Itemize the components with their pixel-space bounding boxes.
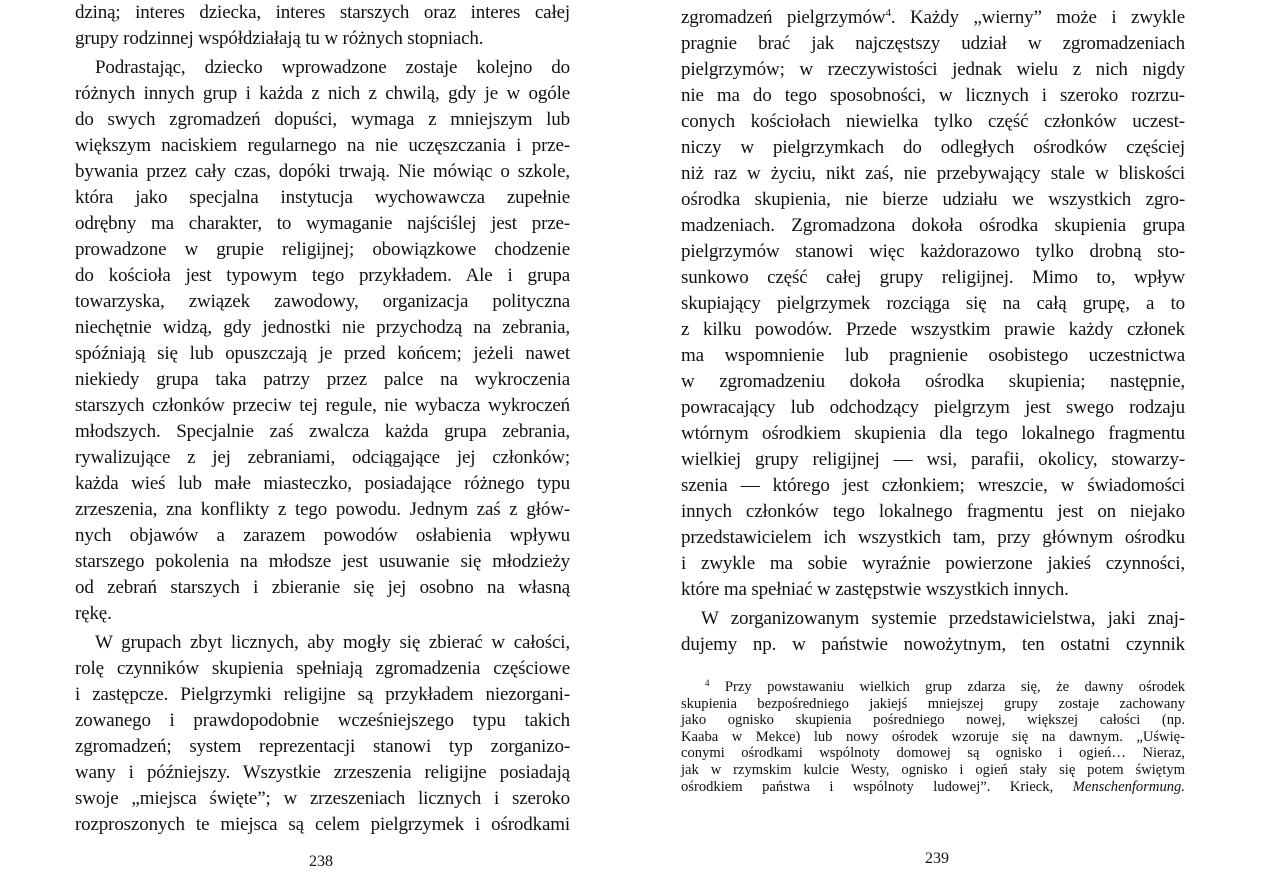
text-line: dziną; interes dziecka, interes starszych oraz interes całej xyxy=(75,2,570,23)
left-page-body xyxy=(75,0,570,838)
text-line: niekiedy grupa taka patrzy przez palce na wykroczenia xyxy=(75,369,570,390)
text-line: swoje „miejsca święte”; w zrzeszeniach licznych i szeroko xyxy=(75,788,570,809)
footnote-line xyxy=(681,696,1185,713)
text-line: madzeniach. Zgromadzona dokoła ośrodka skupienia grupa xyxy=(681,215,1185,236)
text-line: W grupach zbyt licznych, aby mogły się zbierać w całości, xyxy=(95,632,570,653)
text-line: rękę. xyxy=(75,603,112,624)
text-line: młodszych. Specjalnie zaś zwalcza każda grupa zebrania, xyxy=(75,421,570,442)
text-line: z kilku powodów. Przede wszystkim prawie każdy członek xyxy=(681,319,1185,340)
text-line: rywalizujące z jej zebraniami, odciągające jej członków; xyxy=(75,447,570,468)
text-line: innych członków tego lokalnego fragmentu jest on niejako xyxy=(681,501,1185,522)
text-line: bywania przez cały czas, dopóki trwają. Nie mówiąc o szkole, xyxy=(75,161,570,182)
page-number-left: 238 xyxy=(309,853,333,870)
text-line: powracający lub odchodzący pielgrzym jest swego rodzaju xyxy=(681,397,1185,418)
text-fragment: zgromadzeń pielgrzymów xyxy=(681,7,886,28)
paragraph xyxy=(681,0,1185,603)
text-fragment: . Każdy „wierny” może i zwykle xyxy=(890,7,1185,28)
text-line: wtórnym ośrodkiem skupienia dla tego lokalnego fragmentu xyxy=(681,423,1185,444)
footnote-line xyxy=(681,729,1185,746)
text-line: ma wspomnienie lub pragnienie osobistego uczestnictwa xyxy=(681,345,1185,366)
footnote-line xyxy=(681,712,1185,729)
text-line: w zgromadzeniu dokoła ośrodka skupienia; następnie, xyxy=(681,371,1185,392)
footnote-line xyxy=(681,745,1185,762)
footnote-text: skupienia bezpośredniego jakiejś mniejszej grupy zostaje zachowany xyxy=(681,695,1185,712)
text-line: nie ma do tego sposobności, w licznych i szeroko rozrzu- xyxy=(681,85,1185,106)
text-line: odrębny ma charakter, to wymaganie najściślej jest prze- xyxy=(75,213,570,234)
text-line: każda wieś lub małe miasteczko, posiadające różnego typu xyxy=(75,473,570,494)
paragraph xyxy=(681,606,1185,658)
right-page-body xyxy=(681,0,1185,658)
text-line: rozproszonych te miejsca są celem pielgrzymek i ośrodkami xyxy=(75,814,570,835)
footnote-reference[interactable]: 4 xyxy=(885,7,891,19)
page-number-right: 239 xyxy=(925,850,949,867)
text-line: od zebrań starszych i zbieranie się jej osobno na własną xyxy=(75,577,570,598)
text-line: pragnie brać jak najczęstszy udział w zgromadzeniach xyxy=(681,33,1185,54)
footnote-line xyxy=(681,762,1185,779)
text-line: do swych zgromadzeń dopuści, wymaga z mniejszym lub xyxy=(75,109,570,130)
text-line: starszych członków przeciw tej regule, nie wybacza wykroczeń xyxy=(75,395,570,416)
text-line: która jako specjalna instytucja wychowawcza zupełnie xyxy=(75,187,570,208)
text-line: sunkowo część całej grupy religijnej. Mimo to, wpływ xyxy=(681,267,1185,288)
text-line: spóźniają się lub opuszczają je przed końcem; jeżeli nawet xyxy=(75,343,570,364)
text-line: pielgrzymów; w rzeczywistości jednak wielu z nich nigdy xyxy=(681,59,1185,80)
footnote-citation-title: Menschenformung. xyxy=(1072,778,1185,795)
footnote-text: conymi ośrodkami wspólnoty domowej są ognisko i ogień… Nieraz, xyxy=(681,745,1185,762)
text-line: W zorganizowanym systemie przedstawicielstwa, jaki znaj- xyxy=(701,608,1185,629)
text-line: Podrastając, dziecko wprowadzone zostaje kolejno do xyxy=(95,57,570,78)
text-line: dujemy np. w państwie nowożytnym, ten ostatni czynnik xyxy=(681,634,1185,655)
text-line: nych objawów a zarazem powodów osłabienia wpływu xyxy=(75,525,570,546)
footnote-text: Przy powstawaniu wielkich grup zdarza się, że dawny ośrodek xyxy=(724,679,1185,695)
text-line: do kościoła jest typowym tego przykładem. Ale i grupa xyxy=(75,265,570,286)
text-line: przedstawicielem ich wszystkich tam, przy głównym ośrodku xyxy=(681,527,1185,548)
paragraph xyxy=(75,0,570,52)
text-line: niechętnie widzą, gdy jednostki nie przychodzą na zebrania, xyxy=(75,317,570,338)
text-line xyxy=(681,0,1185,31)
text-line: wielkiej grupy religijnej — wsi, parafii, okolicy, stowarzy- xyxy=(681,449,1185,470)
footnote xyxy=(681,675,1185,795)
text-line: zrzeszenia, zna konflikty z tego powodu. Jednym zaś z głów- xyxy=(75,499,570,520)
text-line: starszego pokolenia na młodsze jest usuwanie się młodzieży xyxy=(75,551,570,572)
text-line: prowadzone w grupie religijnej; obowiązkowe chodzenie xyxy=(75,239,570,260)
text-line: które ma spełniać w zastępstwie wszystkich innych. xyxy=(681,579,1069,600)
text-line: zgromadzeń; system reprezentacji stanowi typ zorganizo- xyxy=(75,736,570,757)
text-line: wany i późniejszy. Wszystkie zrzeszenia religijne posiadają xyxy=(75,762,570,783)
footnote-text: Kaaba w Mekce) lub nowy ośrodek wzoruje się na dawnym. „Uświę- xyxy=(681,728,1185,745)
footnote-text: jak w rzymskim kulcie Westy, ognisko i ogień stały się potem świętym xyxy=(681,761,1185,778)
footnote-text: jako ognisko skupienia pośredniego nowej, większej całości (np. xyxy=(681,712,1185,729)
text-line: niczy w pielgrzymkach do odległych ośrodków częściej xyxy=(681,137,1185,158)
text-line: conych kościołach niewielka tylko część członków uczest- xyxy=(681,111,1185,132)
text-line: grupy rodzinnej współdziałają tu w różnych stopniach. xyxy=(75,28,484,49)
text-line: ośrodka skupienia, nie bierze udziału we wszystkich zgro- xyxy=(681,189,1185,210)
footnote-line xyxy=(681,779,1185,796)
text-line: i zwykle ma sobie wyraźnie powierzone jakieś czynności, xyxy=(681,553,1185,574)
footnote-text: ośrodkiem państwa i wspólnoty ludowej”. Krieck, xyxy=(681,778,1073,795)
paragraph xyxy=(75,55,570,627)
text-line: towarzyska, związek zawodowy, organizacja polityczna xyxy=(75,291,570,312)
text-line: i zastępcze. Pielgrzymki religijne są przykładem niezorgani- xyxy=(75,684,570,705)
text-line: zowanego i prawdopodobnie wcześniejszego typu takich xyxy=(75,710,570,731)
text-line: rolę czynników skupienia spełniają zgromadzenia częściowe xyxy=(75,658,570,679)
paragraph xyxy=(75,630,570,838)
footnote-marker: 4 xyxy=(705,678,710,688)
text-line: skupiający pielgrzymek rozciąga się na całą grupę, a to xyxy=(681,293,1185,314)
text-line: szenia — którego jest członkiem; wreszcie, w świadomości xyxy=(681,475,1185,496)
text-line: różnych innych grup i każda z nich z chwilą, gdy je w ogóle xyxy=(75,83,570,104)
text-line: niż raz w życiu, nikt zaś, nie przebywający stale w bliskości xyxy=(681,163,1185,184)
text-line: większym naciskiem regularnego na nie uczęszczania i prze- xyxy=(75,135,570,156)
footnote-line xyxy=(681,675,1185,696)
text-line: pielgrzymów stanowi więc każdorazowo tylko drobną sto- xyxy=(681,241,1185,262)
